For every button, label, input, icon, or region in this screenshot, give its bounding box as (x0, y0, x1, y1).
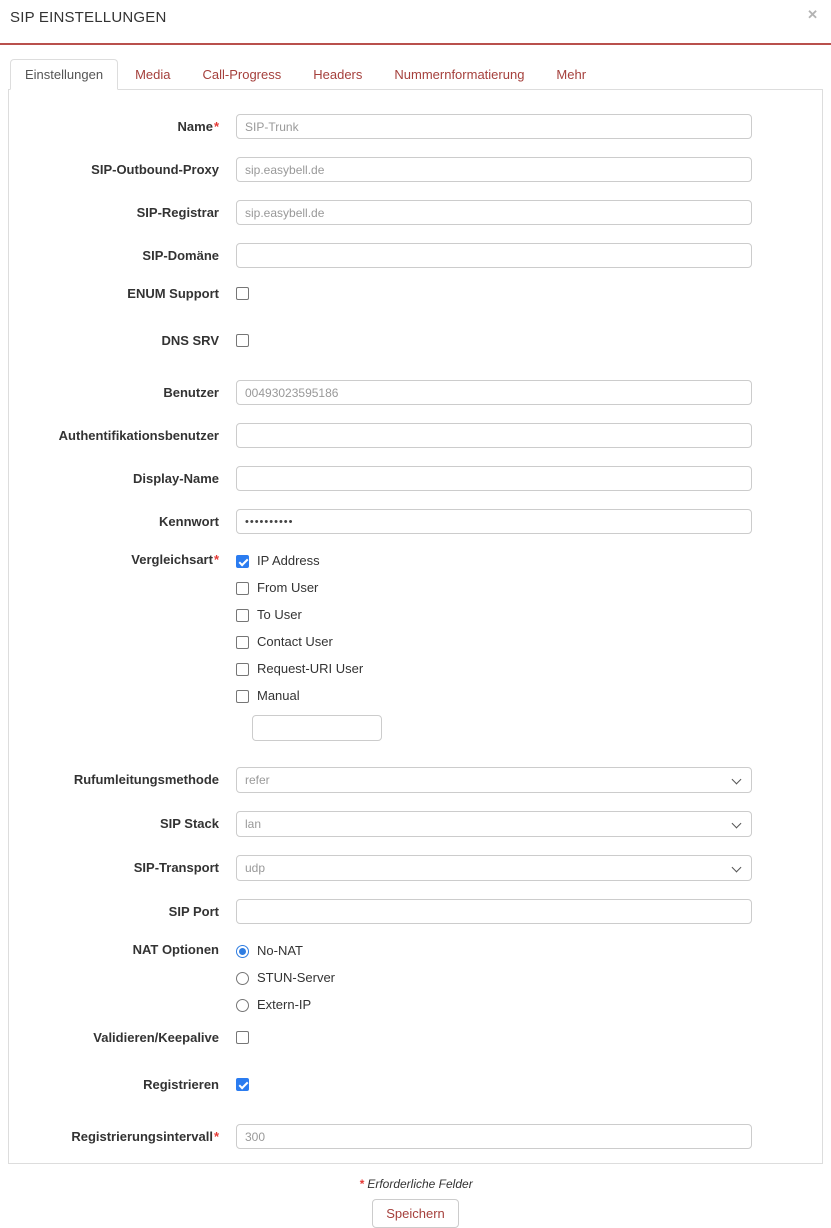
nat-extern-ip-label[interactable]: Extern-IP (257, 997, 312, 1012)
field-row-display-name (9, 466, 822, 491)
vergleichsart-option-from-user (236, 580, 382, 595)
dialog-footer (0, 1177, 831, 1228)
close-icon[interactable]: ✕ (807, 7, 818, 22)
registrierungsintervall-input[interactable] (236, 1124, 752, 1149)
vergleichsart-option-manual (236, 688, 382, 703)
sip-registrar-input[interactable] (236, 200, 752, 225)
sip-transport-label: SIP-Transport (133, 860, 219, 875)
display-name-input[interactable] (236, 466, 752, 491)
vergleichsart-ip-address-label[interactable]: IP Address (257, 553, 320, 568)
sip-port-input[interactable] (236, 899, 752, 924)
dns-srv-checkbox[interactable] (236, 334, 249, 347)
tab-bar (8, 59, 823, 90)
tab-call-progress[interactable]: Call-Progress (202, 67, 282, 82)
nat-no-nat-label[interactable]: No-NAT (257, 943, 303, 958)
chevron-down-icon (732, 863, 742, 873)
field-row-kennwort (9, 509, 822, 534)
sip-outbound-proxy-input[interactable] (236, 157, 752, 182)
registrieren-checkbox[interactable] (236, 1078, 249, 1091)
field-row-rufumleitungsmethode (9, 767, 822, 793)
field-row-sip-transport (9, 855, 822, 881)
nat-stun-server-radio[interactable] (236, 972, 249, 985)
vergleichsart-from-user-label[interactable]: From User (257, 580, 319, 595)
field-row-validieren-keepalive (9, 1030, 822, 1049)
vergleichsart-contact-user-label[interactable]: Contact User (257, 634, 333, 649)
sip-transport-selected-value: udp (245, 861, 266, 875)
vergleichsart-manual-label[interactable]: Manual (257, 688, 300, 703)
field-row-sip-outbound-proxy (9, 157, 822, 182)
field-row-sip-stack (9, 811, 822, 837)
sip-stack-select[interactable] (236, 811, 752, 837)
vergleichsart-option-contact-user (236, 634, 382, 649)
registrieren-label: Registrieren (143, 1077, 219, 1092)
vergleichsart-option-request-uri-user (236, 661, 382, 676)
field-row-sip-domaene (9, 243, 822, 268)
nat-extern-ip-radio[interactable] (236, 999, 249, 1012)
field-row-registrierungsintervall (9, 1124, 822, 1149)
nat-option-no-nat (236, 943, 335, 958)
nat-no-nat-radio[interactable] (236, 945, 249, 958)
benutzer-label: Benutzer (163, 385, 219, 400)
rufumleitungsmethode-select[interactable] (236, 767, 752, 793)
authentifikationsbenutzer-input[interactable] (236, 423, 752, 448)
required-asterisk: * (213, 119, 219, 134)
field-row-benutzer (9, 380, 822, 405)
field-row-registrieren (9, 1077, 822, 1096)
speichern-button[interactable]: Speichern (372, 1199, 459, 1228)
required-fields-note: * Erforderliche Felder (359, 1177, 473, 1191)
sip-stack-selected-value: lan (245, 817, 262, 831)
validieren-keepalive-checkbox[interactable] (236, 1031, 249, 1044)
validieren-keepalive-label: Validieren/Keepalive (93, 1030, 219, 1045)
field-row-sip-port (9, 899, 822, 924)
vergleichsart-option-ip-address (236, 553, 382, 568)
tab-media[interactable]: Media (135, 67, 171, 82)
name-input[interactable] (236, 114, 752, 139)
sip-registrar-label: SIP-Registrar (136, 205, 219, 220)
sip-port-label: SIP Port (168, 904, 219, 919)
vergleichsart-contact-user-checkbox[interactable] (236, 636, 249, 649)
dialog-title: SIP EINSTELLUNGEN (10, 9, 167, 26)
tab-nummernformatierung[interactable]: Nummernformatierung (394, 67, 525, 82)
kennwort-label: Kennwort (159, 514, 219, 529)
vergleichsart-request-uri-user-label[interactable]: Request-URI User (257, 661, 364, 676)
name-label: Name* (177, 119, 219, 134)
sip-domaene-label: SIP-Domäne (142, 248, 219, 263)
enum-support-label: ENUM Support (127, 286, 219, 301)
required-asterisk: * (359, 1177, 364, 1191)
field-row-nat-optionen (9, 942, 822, 1030)
sip-transport-select[interactable] (236, 855, 752, 881)
field-row-dns-srv (9, 333, 822, 352)
vergleichsart-option-to-user (236, 607, 382, 622)
benutzer-input[interactable] (236, 380, 752, 405)
sip-outbound-proxy-label: SIP-Outbound-Proxy (91, 162, 219, 177)
vergleichsart-to-user-checkbox[interactable] (236, 609, 249, 622)
nat-stun-server-label[interactable]: STUN-Server (257, 970, 336, 985)
nat-option-extern-ip (236, 997, 335, 1012)
nat-option-stun-server (236, 970, 335, 985)
dns-srv-label: DNS SRV (161, 333, 219, 348)
vergleichsart-manual-input[interactable] (252, 715, 382, 741)
nat-optionen-label: NAT Optionen (132, 942, 219, 957)
field-row-name (9, 114, 822, 139)
kennwort-input[interactable] (236, 509, 752, 534)
enum-support-checkbox[interactable] (236, 287, 249, 300)
rufumleitungsmethode-selected-value: refer (245, 773, 270, 787)
sip-stack-label: SIP Stack (159, 816, 219, 831)
chevron-down-icon (732, 819, 742, 829)
rufumleitungsmethode-label: Rufumleitungsmethode (73, 772, 219, 787)
field-row-sip-registrar (9, 200, 822, 225)
vergleichsart-ip-address-checkbox[interactable] (236, 555, 249, 568)
required-asterisk: * (213, 552, 219, 567)
tab-einstellungen[interactable]: Einstellungen (10, 59, 118, 90)
chevron-down-icon (732, 775, 742, 785)
display-name-label: Display-Name (133, 471, 219, 486)
tab-mehr[interactable]: Mehr (556, 67, 587, 82)
required-asterisk: * (213, 1129, 219, 1144)
vergleichsart-to-user-label[interactable]: To User (257, 607, 302, 622)
field-row-authentifikationsbenutzer (9, 423, 822, 448)
authentifikationsbenutzer-label: Authentifikationsbenutzer (58, 428, 219, 443)
dialog-header (0, 0, 831, 45)
vergleichsart-from-user-checkbox[interactable] (236, 582, 249, 595)
tab-headers[interactable]: Headers (313, 67, 363, 82)
field-row-enum-support (9, 286, 822, 305)
sip-domaene-input[interactable] (236, 243, 752, 268)
tab-panel-einstellungen (8, 89, 823, 1164)
field-row-vergleichsart (9, 552, 822, 767)
vergleichsart-request-uri-user-checkbox[interactable] (236, 663, 249, 676)
vergleichsart-manual-checkbox[interactable] (236, 690, 249, 703)
vergleichsart-label: Vergleichsart* (131, 552, 219, 567)
registrierungsintervall-label: Registrierungsintervall* (71, 1129, 219, 1144)
